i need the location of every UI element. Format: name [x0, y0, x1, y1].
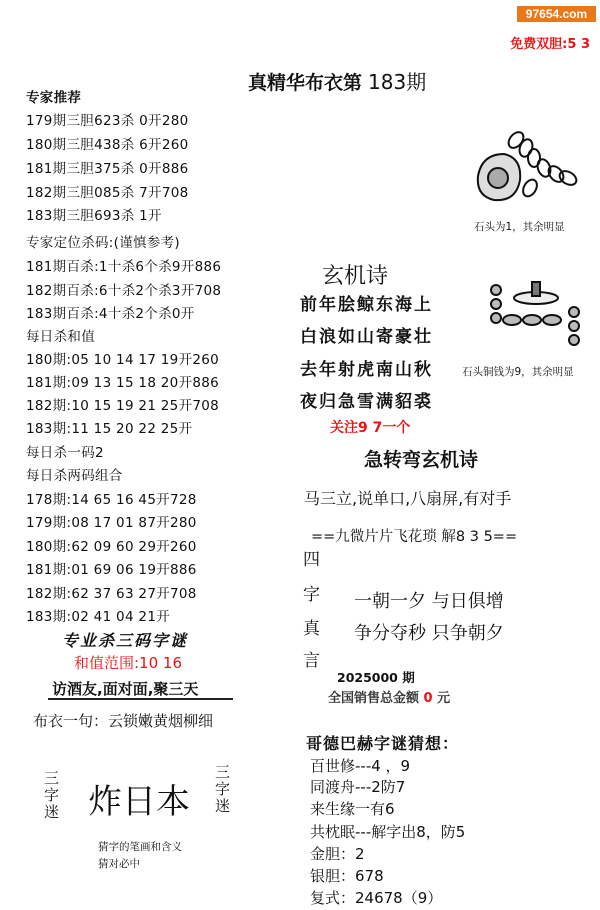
sales-issue: 2025000 期	[337, 670, 415, 685]
two-kill-row: 180期:62 09 60 29开260	[26, 539, 197, 555]
four-char-label: 真	[303, 619, 320, 639]
image-caption: 石头为1，其余明显	[474, 221, 565, 233]
position-kill-heading: 专家定位杀码:(谨慎参考)	[26, 235, 180, 251]
goldbach-row: 同渡舟---2防7	[310, 778, 406, 796]
goldbach-row: 百世修---4 ，9	[310, 757, 411, 775]
stone-coins-illustration	[488, 280, 588, 355]
poem-line: 白浪如山寄豪壮	[300, 327, 433, 347]
riddle-hint: 猜对必中	[98, 858, 140, 870]
four-char-phrase: 一朝一夕 与日俱增	[354, 591, 504, 612]
goldbach-row: 共枕眠---解字出8，防5	[310, 823, 466, 841]
sum-kill-row: 180期:05 10 14 17 19开260	[26, 352, 220, 368]
turn-poem-heading: 急转弯玄机诗	[364, 449, 479, 471]
stone-rings-illustration	[468, 128, 586, 213]
expert-row: 179期三胆623杀 0开280	[26, 113, 189, 129]
turn-poem-answer: ==九微片片飞花琐 解8 3 5==	[311, 529, 518, 545]
buyi-sentence: 布衣一句：云锁嫩黄烟柳细	[33, 712, 214, 730]
two-kill-row: 181期:01 69 06 19开886	[26, 562, 197, 578]
expert-row: 180期三胆438杀 6开260	[26, 137, 189, 153]
goldbach-row: 金胆：2	[310, 845, 365, 863]
four-char-label: 字	[303, 585, 320, 605]
divider	[48, 698, 233, 700]
expert-row: 183期三胆693杀 1开	[26, 208, 162, 224]
title-issue: 183期	[368, 70, 427, 94]
site-badge[interactable]: 97654.com	[517, 6, 596, 22]
expert-row: 182期三胆085杀 7开708	[26, 185, 189, 201]
two-kill-heading: 每日杀两码组合	[26, 468, 123, 484]
goldbach-heading: 哥德巴赫字谜猜想：	[306, 734, 460, 753]
sales-unit: 元	[437, 691, 451, 706]
riddle-hint: 猜字的笔画和含义	[98, 841, 182, 853]
goldbach-row: 来生缘一有6	[310, 800, 395, 818]
sales-total-label: 全国销售总金额	[328, 691, 420, 706]
pro-slogan: 访酒友,面对面,聚三天	[52, 680, 199, 698]
four-char-label: 四	[303, 550, 320, 570]
page-title	[248, 66, 426, 95]
turn-poem-line: 马三立,说单口,八扇屏,有对手	[304, 489, 512, 508]
two-kill-row: 179期:08 17 01 87开280	[26, 515, 197, 531]
expert-row: 181期三胆375杀 0开886	[26, 161, 189, 177]
poem-line: 前年脍鲸东海上	[300, 295, 433, 315]
four-char-phrase: 争分夺秒 只争朝夕	[354, 623, 504, 644]
sum-range: 和值范围:10 16	[74, 654, 182, 672]
two-kill-row: 183期:02 41 04 21开	[26, 609, 171, 625]
goldbach-row: 复式：24678（9）	[310, 889, 443, 907]
goldbach-row: 银胆：678	[310, 867, 384, 885]
poem-line: 夜归急雪满貂裘	[300, 392, 433, 412]
sum-kill-heading: 每日杀和值	[26, 329, 95, 345]
position-kill-row: 183期百杀:4十杀2个杀0开	[26, 306, 195, 322]
position-kill-row: 181期百杀:1十杀6个杀9开886	[26, 259, 222, 275]
riddle-right-label: 三字迷	[215, 763, 231, 815]
one-kill-label: 每日杀一码2	[26, 445, 104, 461]
two-kill-row: 178期:14 65 16 45开728	[26, 492, 197, 508]
image-caption: 石头铜钱为9，其余明显	[462, 366, 574, 378]
riddle-main: 炸日本	[88, 782, 190, 822]
two-kill-row: 182期:62 37 63 27开708	[26, 586, 197, 602]
position-kill-row: 182期百杀:6十杀2个杀3开708	[26, 283, 222, 299]
expert-heading: 专家推荐	[26, 90, 82, 106]
sales-total	[328, 687, 450, 706]
free-double-pick: 免费双胆:5 3	[510, 37, 590, 52]
sum-kill-row: 183期:11 15 20 22 25开	[26, 421, 193, 437]
pro-title: 专业杀三码字谜	[62, 631, 189, 650]
sales-total-value: 0	[423, 691, 433, 706]
poem-title: 玄机诗	[322, 264, 389, 289]
sum-kill-row: 181期:09 13 15 18 20开886	[26, 375, 220, 391]
riddle-left-label: 三字迷	[44, 769, 60, 821]
sum-kill-row: 182期:10 15 19 21 25开708	[26, 398, 220, 414]
follow-note: 关注9 7一个	[330, 420, 411, 436]
four-char-label: 言	[303, 651, 320, 671]
title-main: 真精华布衣第	[248, 72, 363, 94]
poem-line: 去年射虎南山秋	[300, 360, 433, 380]
